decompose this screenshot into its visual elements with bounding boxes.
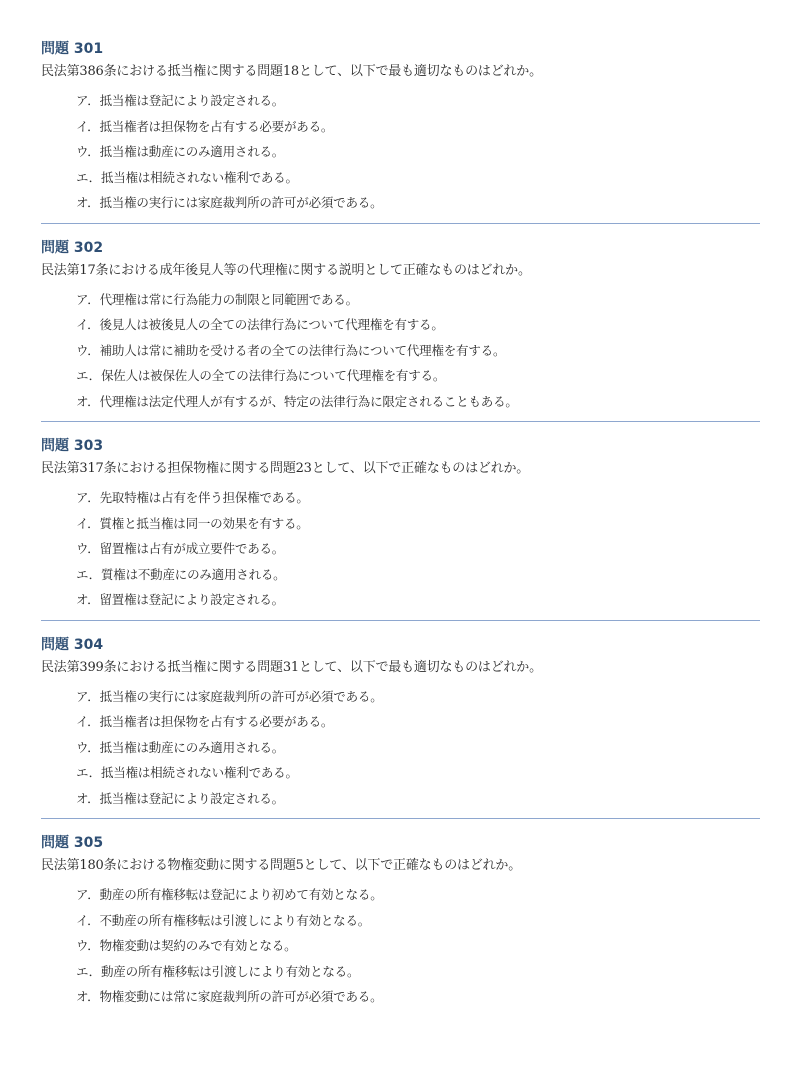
- question-prompt: 民法第386条における抵当権に関する問題18として、以下で最も適切なものはどれか。: [41, 64, 542, 79]
- question-title: 問題 302: [41, 239, 104, 256]
- option-i: イ．不動産の所有権移転は引渡しにより有効となる。: [76, 912, 371, 928]
- option-list: [41, 882, 760, 1010]
- question-title: 問題 301: [41, 41, 104, 57]
- section-divider: [41, 620, 760, 621]
- option-o: オ．物権変動には常に家庭裁判所の許可が必須である。: [76, 989, 383, 1004]
- option-a: ア．抵当権の実行には家庭裁判所の許可が必須である。: [76, 688, 383, 704]
- question-title: 問題 304: [41, 636, 104, 653]
- section-divider: [41, 421, 760, 422]
- option-u: ウ．物権変動は契約のみで有効となる。: [76, 938, 297, 953]
- option-u: ウ．抵当権は動産にのみ適用される。: [76, 739, 285, 755]
- option-e: エ．質権は不動産にのみ適用される。: [76, 566, 286, 582]
- option-o: オ．代理権は法定代理人が有するが、特定の法律行為に限定されることもある。: [76, 393, 518, 409]
- question-305: [41, 832, 760, 1010]
- option-list: [41, 684, 760, 812]
- option-o: オ．抵当権の実行には家庭裁判所の許可が必須である。: [76, 195, 383, 210]
- option-u: ウ．抵当権は動産にのみ適用される。: [76, 144, 285, 159]
- question-prompt: 民法第17条における成年後見人等の代理権に関する説明として正確なものはどれか。: [41, 262, 531, 278]
- question-302: [41, 237, 760, 415]
- option-e: エ．抵当権は相続されない権利である。: [76, 169, 298, 185]
- option-o: オ．留置権は登記により設定される。: [76, 592, 284, 607]
- option-u: ウ．補助人は常に補助を受ける者の全ての法律行為について代理権を有する。: [76, 342, 506, 358]
- option-i: イ．質権と抵当権は同一の効果を有する。: [76, 515, 309, 531]
- option-a: ア．抵当権は登記により設定される。: [76, 93, 285, 108]
- option-list: [41, 88, 760, 216]
- section-divider: [41, 223, 760, 224]
- section-divider: [41, 818, 760, 819]
- option-a: ア．動産の所有権移転は登記により初めて有効となる。: [76, 887, 383, 902]
- option-i: イ．後見人は被後見人の全ての法律行為について代理権を有する。: [76, 317, 444, 332]
- question-title: 問題 305: [41, 835, 104, 851]
- option-a: ア．代理権は常に行為能力の制限と同範囲である。: [76, 291, 358, 307]
- option-e: エ．抵当権は相続されない権利である。: [76, 765, 298, 780]
- option-i: イ．抵当権者は担保物を占有する必要がある。: [76, 118, 334, 134]
- question-title: 問題 303: [41, 438, 104, 454]
- option-o: オ．抵当権は登記により設定される。: [76, 790, 284, 806]
- question-prompt: 民法第317条における担保物権に関する問題23として、以下で正確なものはどれか。: [41, 461, 530, 476]
- question-prompt: 民法第180条における物権変動に関する問題5として、以下で正確なものはどれか。: [41, 858, 522, 873]
- option-e: エ．動産の所有権移転は引渡しにより有効となる。: [76, 963, 360, 979]
- option-list: [41, 287, 760, 415]
- option-list: [41, 485, 760, 613]
- question-304: [41, 634, 760, 812]
- question-303: [41, 435, 760, 613]
- question-prompt: 民法第399条における抵当権に関する問題31として、以下で最も適切なものはどれか。: [41, 659, 542, 675]
- question-301: [41, 38, 760, 216]
- option-e: エ．保佐人は被保佐人の全ての法律行為について代理権を有する。: [76, 368, 446, 383]
- option-a: ア．先取特権は占有を伴う担保権である。: [76, 490, 309, 505]
- option-u: ウ．留置権は占有が成立要件である。: [76, 541, 285, 556]
- option-i: イ．抵当権者は担保物を占有する必要がある。: [76, 714, 334, 729]
